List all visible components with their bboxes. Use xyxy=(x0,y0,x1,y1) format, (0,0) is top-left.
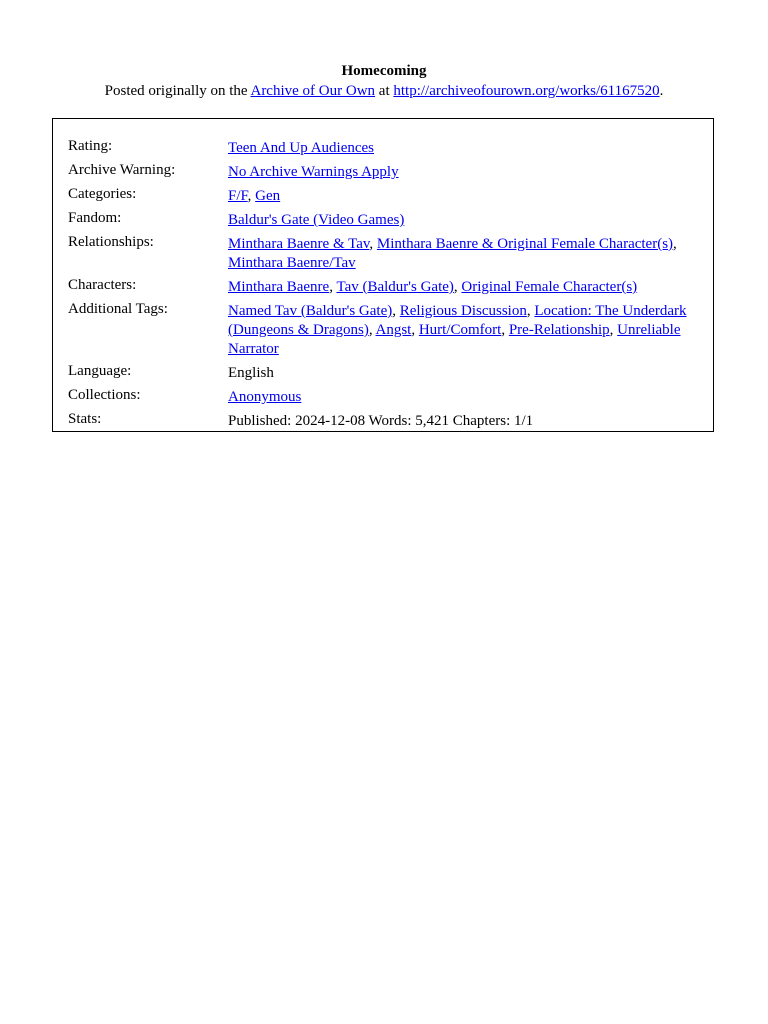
categories-label: Categories: xyxy=(68,186,137,202)
metadata-box xyxy=(52,118,714,432)
language-label: Language: xyxy=(68,363,132,379)
rating-label: Rating: xyxy=(68,138,113,154)
fandom-row xyxy=(68,209,698,233)
additional-tag-link[interactable]: Unreliable Narrator xyxy=(228,322,681,357)
characters-label: Characters: xyxy=(68,277,137,293)
relationships-row xyxy=(68,233,698,276)
additional-tags-row xyxy=(68,300,698,362)
relationships-value: Minthara Baenre & Tav, Minthara Baenre & Original Female Character(s), Minthara Baenre/Tav xyxy=(228,236,677,271)
fandom-value xyxy=(228,209,698,233)
additional-tag-link[interactable]: Location: The Underdark (Dungeons & Dragons) xyxy=(228,303,687,338)
categories-value: F/F, Gen xyxy=(228,188,281,204)
character-tag-link[interactable]: Minthara Baenre xyxy=(228,279,330,295)
relationship-tag-link[interactable]: Minthara Baenre & Original Female Character(s) xyxy=(376,236,674,252)
posted-line xyxy=(0,82,768,101)
rating-row xyxy=(68,137,698,161)
additional-tags-label: Additional Tags: xyxy=(68,301,168,317)
collections-label: Collections: xyxy=(68,387,141,403)
rating-tag-link[interactable]: Teen And Up Audiences xyxy=(228,140,375,156)
category-tag-link[interactable]: Gen xyxy=(255,188,281,204)
relationship-tag-link[interactable]: Minthara Baenre/Tav xyxy=(228,255,356,271)
rating-value xyxy=(228,137,698,161)
collection-tag-link[interactable]: Anonymous xyxy=(228,389,302,405)
relationships-label: Relationships: xyxy=(68,234,154,250)
warning-value xyxy=(228,161,698,185)
collections-row xyxy=(68,386,698,410)
categories-row xyxy=(68,185,698,209)
additional-tag-link[interactable]: Pre-Relationship xyxy=(508,322,610,338)
characters-row xyxy=(68,276,698,300)
fandom-label: Fandom: xyxy=(68,210,122,226)
character-tag-link[interactable]: Tav (Baldur's Gate) xyxy=(336,279,454,295)
stats-label: Stats: xyxy=(68,411,102,427)
period: . xyxy=(659,83,664,99)
category-tag-link[interactable]: F/F xyxy=(228,188,248,204)
additional-tags-value: Named Tav (Baldur's Gate), Religious Discussion, Location: The Underdark (Dungeons & Dragons), Angst, Hurt/Comfort, Pre-Relationship, Unreliable Narrator xyxy=(228,303,687,357)
warning-label: Archive Warning: xyxy=(68,162,176,178)
character-tag-link[interactable]: Original Female Character(s) xyxy=(461,279,638,295)
language-row xyxy=(68,362,698,386)
language-value: English xyxy=(228,365,274,381)
archive-link[interactable]: Archive of Our Own xyxy=(250,83,376,99)
additional-tag-link[interactable]: Angst xyxy=(375,322,412,338)
additional-tag-link[interactable]: Religious Discussion xyxy=(399,303,527,319)
stats-row xyxy=(68,410,698,434)
work-url-link[interactable]: http://archiveofourown.org/works/61167520 xyxy=(393,83,660,99)
characters-value: Minthara Baenre, Tav (Baldur's Gate), Original Female Character(s) xyxy=(228,279,638,295)
stats-value: Published: 2024-12-08 Words: 5,421 Chapters: 1/1 xyxy=(228,413,534,429)
posted-prefix: Posted originally on the xyxy=(104,83,251,99)
additional-tag-link[interactable]: Hurt/Comfort xyxy=(418,322,502,338)
additional-tag-link[interactable]: Named Tav (Baldur's Gate) xyxy=(228,303,393,319)
relationship-tag-link[interactable]: Minthara Baenre & Tav xyxy=(228,236,370,252)
warning-tag-link[interactable]: No Archive Warnings Apply xyxy=(228,164,399,180)
warning-row xyxy=(68,161,698,185)
collections-value xyxy=(228,386,698,410)
metadata-table xyxy=(68,137,698,434)
work-title: Homecoming xyxy=(341,63,427,79)
at-text: at xyxy=(375,83,394,99)
fandom-tag-link[interactable]: Baldur's Gate (Video Games) xyxy=(228,212,405,228)
